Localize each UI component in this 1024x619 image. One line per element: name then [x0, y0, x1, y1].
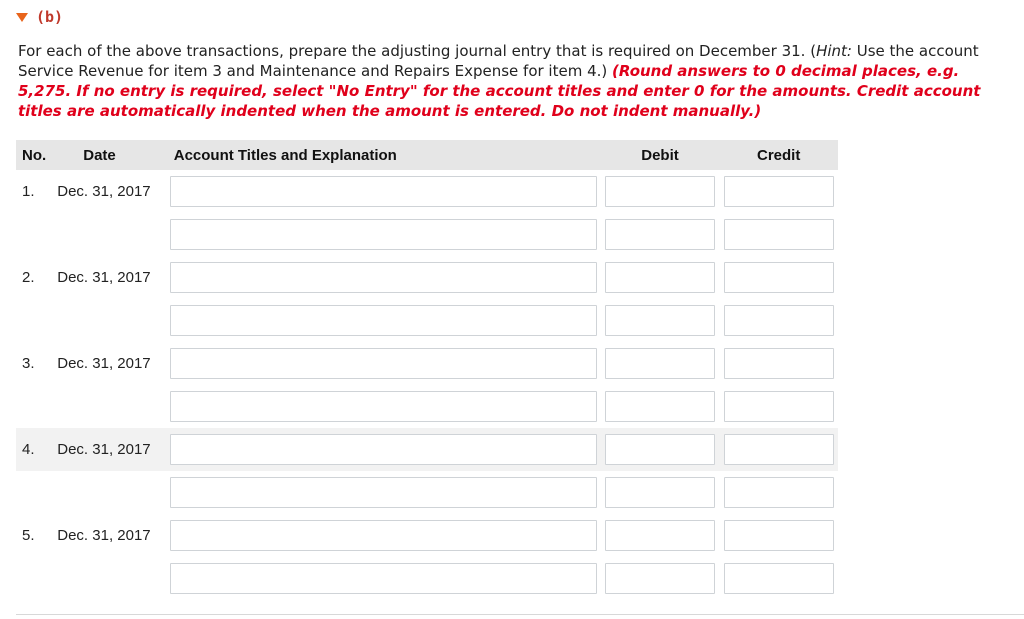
triangle-down-icon[interactable]: [16, 13, 28, 22]
entry-row-3: [16, 342, 838, 385]
instructions: [18, 41, 1008, 121]
entry-row-4: [16, 428, 838, 471]
header-debit: Debit: [601, 140, 720, 170]
instructions-text-1: For each of the above transactions, prepare the adjusting journal entry that is required on December 31. (: [18, 42, 817, 60]
account-title-input[interactable]: [170, 219, 597, 250]
debit-input[interactable]: [605, 305, 715, 336]
entry-date: Dec. 31, 2017: [57, 527, 151, 544]
entry-row-2: [16, 256, 838, 299]
entry-row-5: [16, 514, 838, 557]
account-title-input[interactable]: [170, 434, 597, 465]
entry-date: Dec. 31, 2017: [57, 183, 151, 200]
journal-entry-table: [16, 140, 838, 600]
debit-input[interactable]: [605, 348, 715, 379]
credit-input[interactable]: [724, 219, 834, 250]
table-header-row: [16, 140, 838, 170]
debit-input[interactable]: [605, 434, 715, 465]
entry-no: 2.: [22, 269, 35, 286]
account-title-input[interactable]: [170, 348, 597, 379]
entry-date: Dec. 31, 2017: [57, 355, 151, 372]
account-title-input[interactable]: [170, 176, 597, 207]
debit-input[interactable]: [605, 391, 715, 422]
credit-input[interactable]: [724, 563, 834, 594]
header-credit: Credit: [719, 140, 838, 170]
entry-row-3-line-2: [16, 385, 838, 428]
account-title-input[interactable]: [170, 563, 597, 594]
account-title-input[interactable]: [170, 305, 597, 336]
credit-input[interactable]: [724, 176, 834, 207]
entry-row-5-line-2: [16, 557, 838, 600]
debit-input[interactable]: [605, 477, 715, 508]
credit-input[interactable]: [724, 477, 834, 508]
rounding-warning: (Round answers to 0 decimal places, e.g. 5,275. If no entry is required, select "No Entry" for the account titles and enter 0 for the amounts. Credit account titles are automatically indented when the amount is entered. Do not indent manually.): [18, 62, 981, 120]
entry-row-1: [16, 170, 838, 213]
entry-row-1-line-2: [16, 213, 838, 256]
account-title-input[interactable]: [170, 520, 597, 551]
credit-input[interactable]: [724, 391, 834, 422]
entry-row-4-line-2: [16, 471, 838, 514]
debit-input[interactable]: [605, 176, 715, 207]
account-title-input[interactable]: [170, 477, 597, 508]
account-title-input[interactable]: [170, 391, 597, 422]
header-date: Date: [55, 140, 170, 170]
entry-row-2-line-2: [16, 299, 838, 342]
debit-input[interactable]: [605, 563, 715, 594]
credit-input[interactable]: [724, 434, 834, 465]
hint-label: Hint:: [816, 42, 852, 60]
debit-input[interactable]: [605, 262, 715, 293]
header-account: Account Titles and Explanation: [170, 140, 601, 170]
entry-no: 5.: [22, 527, 35, 544]
entry-no: 3.: [22, 355, 35, 372]
bottom-divider: [16, 614, 1024, 615]
entry-date: Dec. 31, 2017: [57, 269, 151, 286]
credit-input[interactable]: [724, 348, 834, 379]
account-title-input[interactable]: [170, 262, 597, 293]
debit-input[interactable]: [605, 219, 715, 250]
entry-date: Dec. 31, 2017: [55, 428, 170, 471]
entry-no: 4.: [16, 428, 55, 471]
debit-input[interactable]: [605, 520, 715, 551]
instructions-text-2: Use the account Service Revenue for item 3 and Maintenance and Repairs Expense for item 4.): [18, 42, 979, 80]
section-header[interactable]: [16, 8, 63, 26]
header-no: No.: [16, 140, 55, 170]
entry-no: 1.: [22, 183, 35, 200]
credit-input[interactable]: [724, 262, 834, 293]
section-label: (b): [36, 8, 64, 26]
credit-input[interactable]: [724, 520, 834, 551]
credit-input[interactable]: [724, 305, 834, 336]
